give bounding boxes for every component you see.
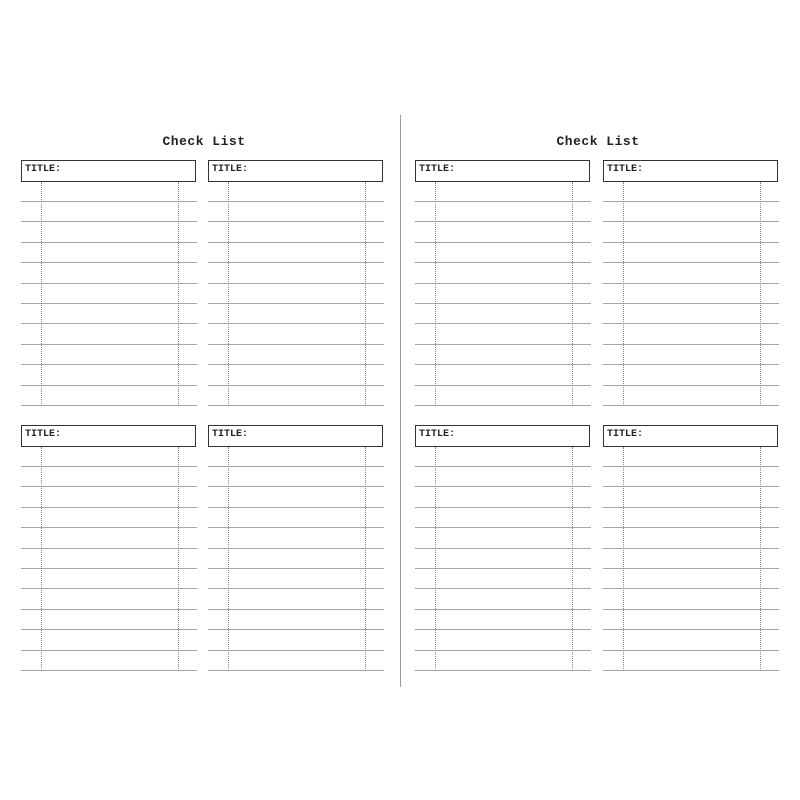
checklist-row-line[interactable] — [21, 486, 197, 487]
checklist-right-bottom-left — [415, 425, 592, 672]
checklist-row-line[interactable] — [208, 303, 384, 304]
checklist-row-line[interactable] — [603, 568, 779, 569]
checklist-row-line[interactable] — [208, 548, 384, 549]
checklist-row-line[interactable] — [21, 629, 197, 630]
checklist-row-line[interactable] — [415, 650, 591, 651]
checklist-row-line[interactable] — [21, 548, 197, 549]
checklist-row-line[interactable] — [603, 405, 779, 406]
checklist-right-top-right — [603, 160, 780, 407]
checkbox-column-guide — [41, 182, 42, 406]
checklist-row-line[interactable] — [208, 527, 384, 528]
checklist-row-line[interactable] — [21, 609, 197, 610]
checklist-row-line[interactable] — [603, 221, 779, 222]
checkbox-column-guide — [623, 447, 624, 671]
checklist-row-line[interactable] — [415, 486, 591, 487]
checkbox-column-guide — [623, 182, 624, 406]
checklist-row-line[interactable] — [208, 466, 384, 467]
checklist-row-line[interactable] — [603, 650, 779, 651]
title-field[interactable] — [415, 425, 590, 447]
checklist-row-line[interactable] — [21, 201, 197, 202]
checklist-row-line[interactable] — [415, 242, 591, 243]
checklist-row-line[interactable] — [208, 670, 384, 671]
checklist-row-line[interactable] — [415, 323, 591, 324]
checklist-row-line[interactable] — [208, 242, 384, 243]
title-field[interactable] — [21, 425, 196, 447]
checklist-row-line[interactable] — [603, 364, 779, 365]
checklist-row-line[interactable] — [208, 221, 384, 222]
checklist-left-bottom-right — [208, 425, 385, 672]
checklist-row-line[interactable] — [415, 548, 591, 549]
left-page-title: Check List — [162, 134, 246, 149]
checklist-left-top-right — [208, 160, 385, 407]
checklist-row-line[interactable] — [415, 568, 591, 569]
checklist-row-line[interactable] — [415, 507, 591, 508]
status-column-guide — [178, 182, 179, 406]
title-label: TITLE: — [607, 429, 644, 440]
checklist-row-line[interactable] — [208, 262, 384, 263]
checklist-row-line[interactable] — [603, 588, 779, 589]
title-field[interactable] — [415, 160, 590, 182]
checkbox-column-guide — [435, 447, 436, 671]
checklist-row-line[interactable] — [21, 650, 197, 651]
checkbox-column-guide — [228, 182, 229, 406]
checklist-row-line[interactable] — [208, 486, 384, 487]
checklist-row-line[interactable] — [415, 344, 591, 345]
title-label: TITLE: — [419, 164, 456, 175]
checklist-row-line[interactable] — [21, 323, 197, 324]
checklist-row-line[interactable] — [603, 283, 779, 284]
checklist-row-line[interactable] — [208, 507, 384, 508]
status-column-guide — [365, 182, 366, 406]
checklist-row-line[interactable] — [415, 670, 591, 671]
status-column-guide — [760, 182, 761, 406]
checklist-row-line[interactable] — [21, 527, 197, 528]
checklist-row-line[interactable] — [603, 385, 779, 386]
checklist-row-line[interactable] — [21, 568, 197, 569]
checklist-row-line[interactable] — [415, 609, 591, 610]
status-column-guide — [760, 447, 761, 671]
title-label: TITLE: — [25, 164, 62, 175]
checklist-left-bottom-left — [21, 425, 198, 672]
checklist-right-top-left — [415, 160, 592, 407]
title-field[interactable] — [208, 425, 383, 447]
checklist-row-line[interactable] — [21, 507, 197, 508]
checklist-row-line[interactable] — [603, 303, 779, 304]
checklist-row-line[interactable] — [603, 466, 779, 467]
checklist-row-line[interactable] — [21, 364, 197, 365]
status-column-guide — [572, 182, 573, 406]
title-field[interactable] — [208, 160, 383, 182]
checklist-row-line[interactable] — [603, 609, 779, 610]
checklist-row-line[interactable] — [603, 262, 779, 263]
title-label: TITLE: — [212, 164, 249, 175]
checklist-row-line[interactable] — [415, 405, 591, 406]
checklist-row-line[interactable] — [415, 588, 591, 589]
title-field[interactable] — [21, 160, 196, 182]
status-column-guide — [178, 447, 179, 671]
checklist-row-line[interactable] — [21, 466, 197, 467]
title-label: TITLE: — [607, 164, 644, 175]
checklist-row-line[interactable] — [21, 385, 197, 386]
checklist-row-line[interactable] — [21, 303, 197, 304]
checklist-row-line[interactable] — [415, 364, 591, 365]
checklist-row-line[interactable] — [603, 507, 779, 508]
checklist-row-line[interactable] — [603, 323, 779, 324]
checklist-row-line[interactable] — [208, 650, 384, 651]
checklist-row-line[interactable] — [603, 527, 779, 528]
title-label: TITLE: — [212, 429, 249, 440]
checklist-left-top-left — [21, 160, 198, 407]
checklist-row-line[interactable] — [208, 588, 384, 589]
title-field[interactable] — [603, 425, 778, 447]
checklist-row-line[interactable] — [208, 364, 384, 365]
checklist-row-line[interactable] — [415, 221, 591, 222]
checklist-row-line[interactable] — [21, 344, 197, 345]
status-column-guide — [572, 447, 573, 671]
checklist-row-line[interactable] — [21, 405, 197, 406]
checklist-row-line[interactable] — [208, 568, 384, 569]
page-divider — [400, 115, 401, 687]
title-field[interactable] — [603, 160, 778, 182]
title-label: TITLE: — [419, 429, 456, 440]
checklist-row-line[interactable] — [208, 609, 384, 610]
checklist-row-line[interactable] — [208, 323, 384, 324]
checklist-row-line[interactable] — [208, 344, 384, 345]
checklist-row-line[interactable] — [208, 283, 384, 284]
checkbox-column-guide — [228, 447, 229, 671]
checklist-row-line[interactable] — [415, 527, 591, 528]
checklist-row-line[interactable] — [415, 283, 591, 284]
checklist-row-line[interactable] — [415, 385, 591, 386]
checklist-row-line[interactable] — [21, 221, 197, 222]
checklist-row-line[interactable] — [21, 242, 197, 243]
status-column-guide — [365, 447, 366, 671]
checklist-row-line[interactable] — [208, 405, 384, 406]
checklist-row-line[interactable] — [415, 629, 591, 630]
checklist-row-line[interactable] — [603, 486, 779, 487]
checklist-row-line[interactable] — [603, 242, 779, 243]
checklist-row-line[interactable] — [21, 588, 197, 589]
checkbox-column-guide — [41, 447, 42, 671]
checklist-row-line[interactable] — [208, 201, 384, 202]
checklist-row-line[interactable] — [415, 262, 591, 263]
checklist-row-line[interactable] — [208, 629, 384, 630]
checklist-row-line[interactable] — [603, 548, 779, 549]
checklist-row-line[interactable] — [21, 283, 197, 284]
checklist-row-line[interactable] — [21, 670, 197, 671]
checklist-row-line[interactable] — [415, 466, 591, 467]
checklist-row-line[interactable] — [208, 385, 384, 386]
right-page-title: Check List — [556, 134, 640, 149]
title-label: TITLE: — [25, 429, 62, 440]
checklist-row-line[interactable] — [603, 629, 779, 630]
checkbox-column-guide — [435, 182, 436, 406]
checklist-row-line[interactable] — [603, 201, 779, 202]
checklist-row-line[interactable] — [415, 303, 591, 304]
checklist-row-line[interactable] — [415, 201, 591, 202]
checklist-row-line[interactable] — [21, 262, 197, 263]
checklist-row-line[interactable] — [603, 670, 779, 671]
checklist-row-line[interactable] — [603, 344, 779, 345]
checklist-right-bottom-right — [603, 425, 780, 672]
